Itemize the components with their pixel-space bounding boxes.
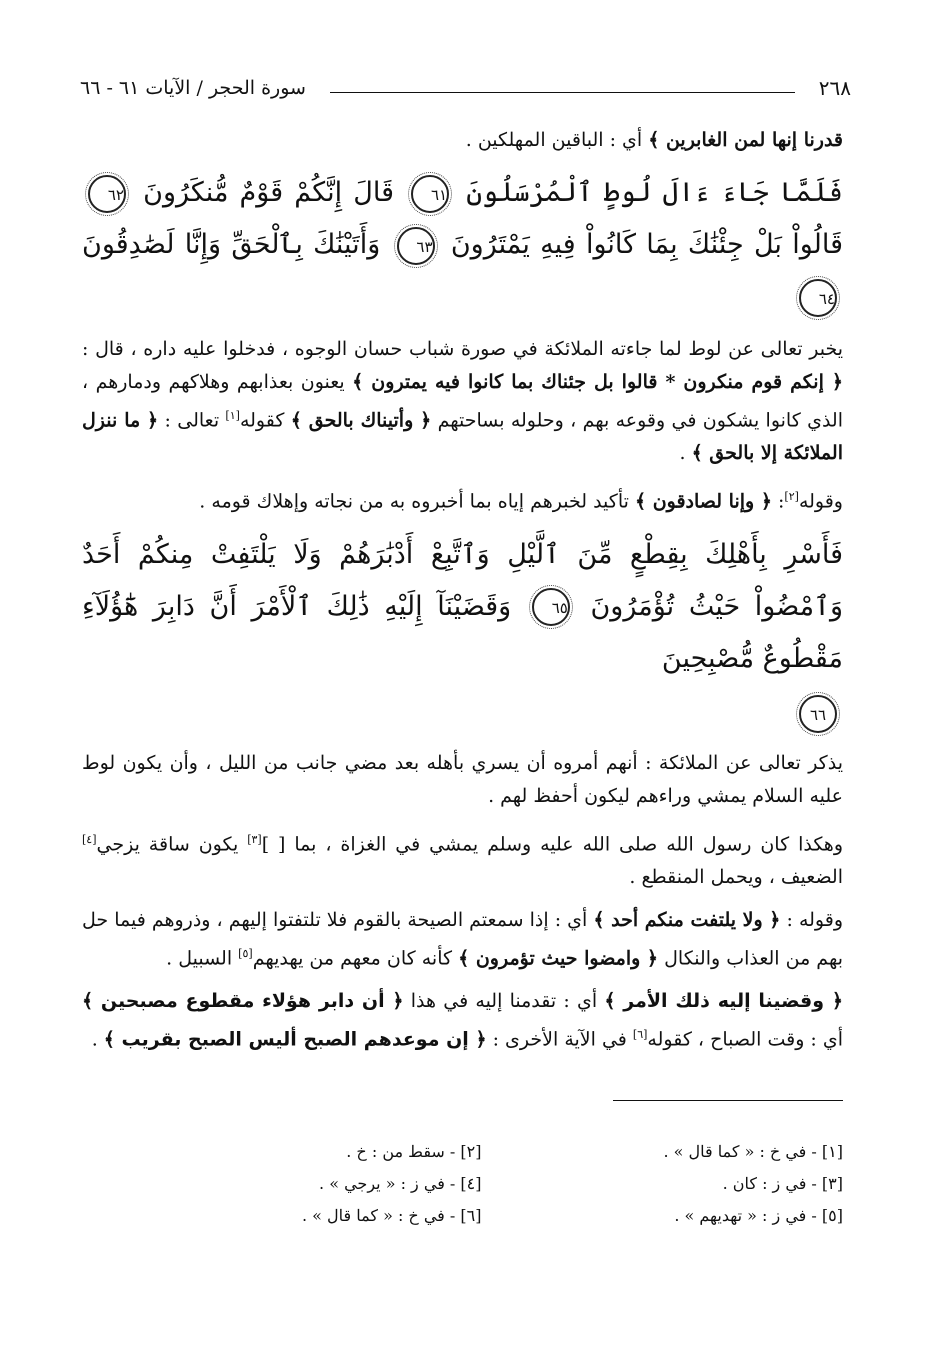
footnote-ref-2: [٢] (784, 490, 799, 504)
verse-63: جِئْنَٰكَ بِمَا كَانُواْ فِيهِ يَمْتَرُونَ (450, 229, 744, 260)
paragraph-6 (82, 904, 843, 975)
quran-verses-65-66 (82, 529, 843, 685)
quote-bold: ﴿ إن موعدهم الصبح أليس الصبح بقريب ﴾ (103, 1028, 487, 1051)
footnote-ref-5: [٥] (238, 946, 253, 960)
text-span: تعالى : (158, 409, 226, 432)
verse-61: فَلَمَّا جَاءَ ءَالَ لُوطٍ ٱلْمُرْسَلُونَ (466, 177, 843, 208)
text-span: . (679, 442, 692, 465)
text-span: وهكذا كان رسول الله صلى الله عليه وسلم يمشي في الغزاة ، بما [ ] (261, 832, 844, 855)
ayah-number-63: ٦٣ (397, 227, 435, 265)
text-span: كقوله (239, 409, 291, 432)
paragraph-7 (82, 985, 843, 1056)
paragraph-2 (82, 333, 843, 470)
footnote-1: [١] - في خ : « كما قال » . (663, 1142, 843, 1161)
page-header (80, 70, 851, 106)
text-span: . (91, 1028, 104, 1051)
page-number: ٢٦٨ (818, 76, 851, 100)
verse-66: وَقَضَيْنَآ إِلَيْهِ ذَٰلِكَ ٱلْأَمْرَ أَنَّ دَابِرَ هَٰٓؤُلَآءِ مَقْطُوعٌ مُّصْبِحِينَ (82, 590, 843, 674)
paragraph-4: يذكر تعالى عن الملائكة : أنهم أمروه أن يسري بأهله بعد مضي جانب من الليل ، وأن يكون لوط عليه السلام يمشي وراءهم ليكون أحفظ لهم . (82, 751, 843, 807)
footnote-rule (613, 1100, 843, 1101)
ayah-marker-row (82, 695, 843, 733)
quote-bold: ﴿ وقضينا إليه ذلك الأمر ﴾ (604, 990, 843, 1013)
quote-bold: ﴿ ما ننزل الملائكة إلا بالحق ﴾ (82, 409, 843, 465)
text-span: وقوله (798, 490, 843, 513)
footnote-5: [٥] - في ز : « تهديهم » . (674, 1206, 843, 1225)
quote-bold: ﴿ وأتيناك بالحق ﴾ (290, 409, 432, 432)
text-span: السبيل . (166, 947, 239, 970)
footnote-ref-1: [١] (225, 409, 240, 422)
quote-bold: ﴿ إنكم قوم منكرون * قالوا بل جئناك بما كانوا فيه يمترون ﴾ (352, 371, 844, 393)
footnote-2: [٢] - سقط من : خ . (346, 1142, 482, 1161)
text-span: أي : وقت الصباح ، كقوله (647, 1028, 843, 1051)
header-rule (330, 92, 795, 93)
paragraph-5 (82, 823, 843, 894)
ayah-number-62: ٦٢ (88, 175, 126, 213)
ayah-number-64: ٦٤ (799, 279, 837, 317)
paragraph-3 (82, 480, 843, 518)
quote-bold: قدرنا إنها لمن الغابرين ﴾ (648, 129, 843, 151)
text-span: تأكيد لخبرهم إياه بما أخبروه به من نجاته وإهلاك قومه . (199, 490, 635, 513)
surah-title: سورة الحجر / الآيات ٦١ - ٦٦ (80, 77, 306, 99)
quran-verses-61-64 (82, 167, 843, 323)
quote-bold: ﴿ وامضوا حيث تؤمرون ﴾ (458, 947, 659, 970)
quote-bold: ﴿ وإنا لصادقون ﴾ (634, 490, 772, 513)
verse-65-end: تُؤْمَرُونَ (590, 590, 675, 622)
text-span: الضعيف ، ويحمل المنقطع . (629, 865, 843, 888)
verse-63-start: قَالُواْ بَلْ (753, 229, 844, 260)
text-span: كأنه كان معهم من يهديهم (252, 947, 459, 970)
verse-62: قَالَ إِنَّكُمْ قَوْمٌ مُّنكَرُونَ (143, 177, 394, 208)
text-span: أي : تقدمنا إليه في هذا (403, 990, 605, 1013)
paragraph-1 (82, 124, 843, 157)
text-span: أي : إذا سمعتم الصيحة بالقوم فلا تلتفتوا إليهم ، وذروهم فيما حل بهم من العذاب والنكال (82, 908, 843, 970)
verse-64: وَأَتَيْنَٰكَ بِٱلْحَقِّ وَإِنَّا لَصَٰدِقُونَ (82, 229, 381, 260)
text-span: وقوله : (780, 908, 843, 931)
page-content (82, 124, 843, 1067)
ayah-number-61: ٦١ (411, 175, 449, 213)
footnote-4: [٤] - في ز : « يرجي » . (319, 1174, 482, 1193)
ayah-number-65: ٦٥ (532, 588, 570, 626)
footnote-ref-4: [٤] (82, 832, 97, 846)
verse-65: فَأَسْرِ بِأَهْلِكَ بِقِطْعٍ مِّنَ ٱلَّيْلِ وَٱتَّبِعْ أَدْبَٰرَهُمْ وَلَا يَلْتَفِتْ مِنكُمْ أَحَدٌ وَٱمْضُواْ حَيْثُ (82, 538, 843, 622)
footnote-6: [٦] - في خ : « كما قال » . (301, 1206, 482, 1225)
ayah-number-66: ٦٦ (799, 695, 837, 733)
text-span: يعنون بعذابهم وهلاكهم ودمارهم ، الذي كانوا يشكون في وقوعه بهم ، وحلوله بساحتهم (82, 371, 843, 432)
footnote-ref-6: [٦] (632, 1028, 648, 1042)
footnotes (120, 1140, 843, 1228)
quote-bold: ﴿ أن دابر هؤلاء مقطوع مصبحين ﴾ (82, 990, 404, 1013)
text-span: يكون ساقة يزجي (96, 832, 248, 855)
text-span: في الآية الأخرى : (486, 1028, 633, 1051)
text-span: أي : الباقين المهلكين . (465, 129, 649, 151)
footnote-3: [٣] - في ز : كان . (722, 1174, 843, 1193)
footnote-ref-3: [٣] (247, 832, 262, 846)
text-span: يخبر تعالى عن لوط لما جاءته الملائكة في صورة شباب حسان الوجوه ، فدخلوا عليه داره ، قال : (82, 338, 843, 360)
text-span: : (771, 490, 785, 513)
quote-bold: ﴿ ولا يلتفت منكم أحد ﴾ (593, 908, 781, 931)
